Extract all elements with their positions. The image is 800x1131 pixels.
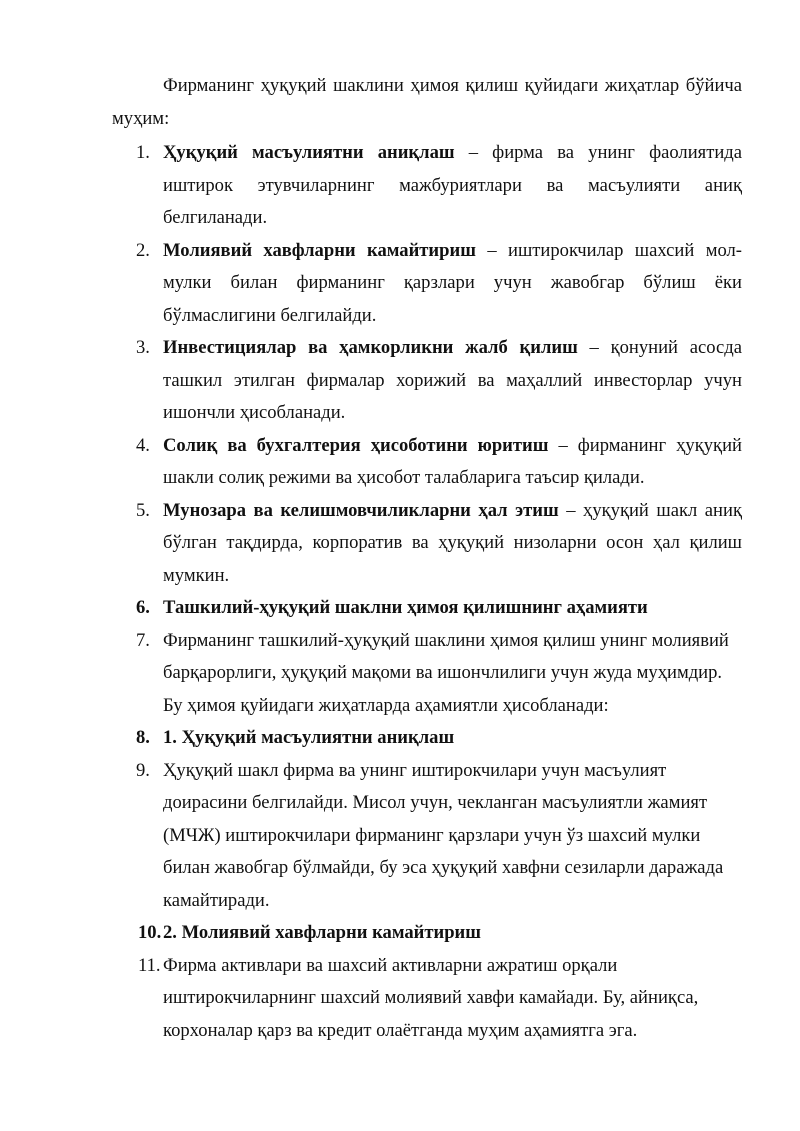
- list-number: 11.: [138, 954, 161, 976]
- list-number: 1.: [136, 142, 150, 163]
- list-item: [112, 625, 742, 723]
- list-item-title: Инвестициялар ва ҳамкорликни жалб қилиш: [163, 337, 578, 358]
- list-item-title: Ташкилий-ҳуқуқий шаклни ҳимоя қилишнинг аҳамияти: [163, 597, 648, 618]
- list-item: [112, 430, 742, 495]
- list-item: [112, 235, 742, 333]
- list-item-title: Ҳуқуқий масъулиятни аниқлаш: [163, 142, 455, 163]
- list-number: 3.: [136, 337, 150, 358]
- list-item-text: – қонуний асосда ташкил этилган фирмалар хорижий ва маҳаллий инвесторлар учун ишончли ҳисобланади.: [163, 337, 742, 423]
- list-number: 5.: [136, 499, 150, 521]
- intro-paragraph: Фирманинг ҳуқуқий шаклини ҳимоя қилиш қуйидаги жиҳатлар бўйича муҳим:: [112, 75, 742, 129]
- list-item-text: Ҳуқуқий шакл фирма ва унинг иштирокчилари учун масъулият доирасини белгилайди. Мисол учун, чекланган масъулиятли жамият (МЧЖ) иштирокчилари фирманинг қарзлари учун ўз шахсий мулки билан жавобгар бўлмайди, бу эса ҳуқуқий хавфни сезиларли даражада камайтиради.: [163, 759, 724, 911]
- list-item-heading: [112, 592, 742, 625]
- list-number: 9.: [136, 759, 150, 781]
- list-number: 8.: [136, 727, 150, 748]
- list-item-text: Фирманинг ташкилий-ҳуқуқий шаклини ҳимоя қилиш унинг молиявий барқарорлиги, ҳуқуқий мақоми ва ишончлилиги учун жуда муҳимдир. Бу ҳимоя қуйидаги жиҳатларда аҳамиятли ҳисобланади:: [163, 629, 729, 716]
- list-item: [112, 137, 742, 235]
- list-item-text: – ҳуқуқий шакл аниқ бўлган тақдирда, корпоратив ва ҳуқуқий низоларни осон ҳал қилиш мумкин.: [163, 499, 742, 586]
- list-item-title: 1. Ҳуқуқий масъулиятни аниқлаш: [163, 727, 455, 748]
- list-item-heading: [112, 917, 742, 950]
- list-item-title: Солиқ ва бухгалтерия ҳисоботини юритиш: [163, 434, 549, 456]
- list-item-title: 2. Молиявий хавфларни камайтириш: [163, 922, 481, 943]
- list-number: 10.: [138, 922, 162, 943]
- list-item-text: Фирма активлари ва шахсий активларни ажратиш орқали иштирокчиларнинг шахсий молиявий хавфи камайади. Бу, айниқса, корхоналар қарз ва кредит олаётганда муҳим аҳамиятга эга.: [163, 954, 699, 1041]
- list-item-heading: [112, 722, 742, 755]
- list-item-text: – фирманинг ҳуқуқий шакли солиқ режими ва ҳисобот талабларига таъсир қилади.: [163, 434, 742, 488]
- list-number: 2.: [136, 239, 150, 261]
- numbered-list: [112, 137, 742, 1047]
- list-item-title: Молиявий хавфларни камайтириш: [163, 239, 476, 261]
- list-item: [112, 495, 742, 593]
- list-item: [112, 755, 742, 918]
- list-item: [112, 332, 742, 430]
- list-number: 6.: [136, 597, 150, 618]
- list-item-title: Мунозара ва келишмовчиликларни ҳал этиш: [163, 499, 559, 521]
- list-item-text: – иштирокчилар шахсий мол-мулки билан фирманинг қарзлари учун жавобгар бўлиш ёки бўлмаслигини белгилайди.: [163, 239, 742, 326]
- list-number: 7.: [136, 629, 150, 651]
- list-item-text: – фирма ва унинг фаолиятида иштирок этувчиларнинг мажбуриятлари ва масъулияти аниқ белгиланади.: [163, 142, 742, 228]
- list-number: 4.: [136, 434, 150, 456]
- list-item: [112, 950, 742, 1048]
